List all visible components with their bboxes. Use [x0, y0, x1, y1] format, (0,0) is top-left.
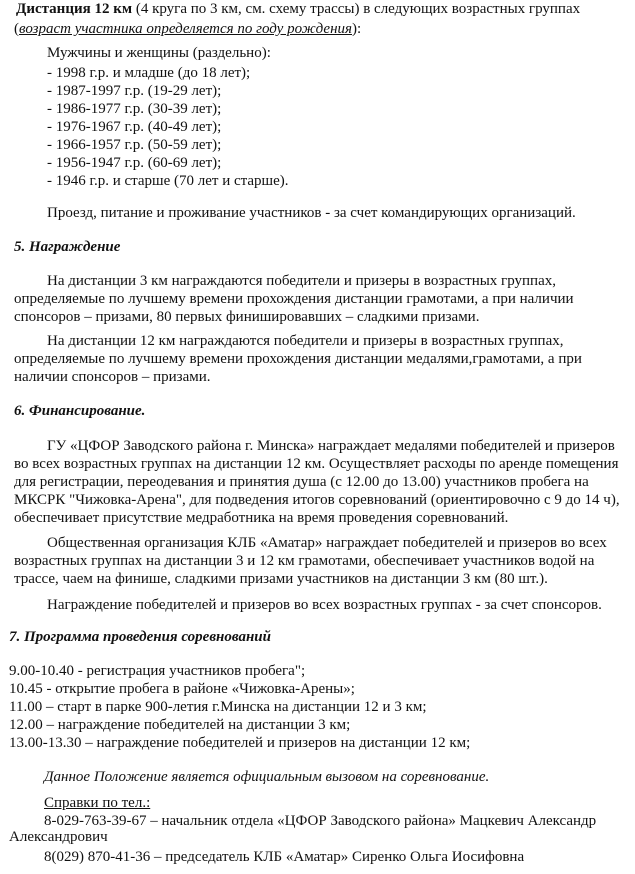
- travel-expenses: Проезд, питание и проживание участников - за счет командирующих организаций.: [47, 205, 576, 221]
- age-group-item: - 1966-1957 г.р. (50-59 лет);: [47, 137, 222, 153]
- section-5-p2-line: наличии спонсоров – призами.: [14, 369, 211, 385]
- program-item: 11.00 – старт в парке 900-летия г.Минска на дистанции 12 и 3 км;: [9, 699, 427, 715]
- age-group-item: - 1956-1947 г.р. (60-69 лет);: [47, 155, 222, 171]
- section-6-p1-line: ГУ «ЦФОР Заводского района г. Минска» награждает медалями победителей и призеров: [47, 438, 615, 454]
- section-6-p1-line: для регистрации, переодевания и принятия душа (с 12.00 до 13.00) участников пробега на: [14, 474, 589, 490]
- official-invitation: Данное Положение является официальным вызовом на соревнование.: [44, 769, 490, 785]
- section-5-p2-line: определяемые по лучшему времени прохождения дистанции медалями,грамотами, а при: [14, 351, 582, 367]
- contact-line-continued: Александрович: [9, 829, 108, 845]
- program-item: 13.00-13.30 – награждение победителей и призеров на дистанции 12 км;: [9, 735, 471, 751]
- contacts-label: Справки по тел.:: [44, 795, 151, 811]
- section-6-p2-line: трассе, чаем на финише, сладкими призами участников на дистанции 3 км (80 шт.).: [14, 571, 548, 587]
- section-5-p1-line: спонсоров – призами, 80 первых финишировавших – сладкими призами.: [14, 309, 480, 325]
- section-6-p1-line: во всех возрастных группах на дистанции 12 км. Осуществляет расходы по аренде помещения: [14, 456, 619, 472]
- section-5-p1-line: На дистанции 3 км награждаются победители и призеры в возрастных группах,: [47, 273, 556, 289]
- section-5-heading: 5. Награждение: [14, 239, 121, 255]
- section-6-p2-line: Общественная организация КЛБ «Аматар» награждает победителей и призеров во всех: [47, 535, 607, 551]
- groups-header: Мужчины и женщины (раздельно):: [47, 45, 271, 61]
- contact-line: 8-029-763-39-67 – начальник отдела «ЦФОР Заводского района» Мацкевич Александр: [44, 813, 597, 829]
- program-item: 9.00-10.40 - регистрация участников пробега";: [9, 663, 306, 679]
- section-5-p1-line: определяемые по лучшему времени прохождения дистанции грамотами, а при наличии: [14, 291, 574, 307]
- section-6-p1-line: МКСРК "Чижовка-Арена", для подведения итогов соревнований (ориентировочно с 9 до 14 ч),: [14, 492, 620, 508]
- program-item: 10.45 - открытие пробега в районе «Чижовка-Арены»;: [9, 681, 355, 697]
- age-note: возраст участника определяется по году рождения: [19, 21, 352, 37]
- section-6-p1-line: обеспечивает присутствие медработника на время проведения соревнований.: [14, 510, 509, 526]
- section-5-p2-line: На дистанции 12 км награждаются победители и призеры в возрастных группах,: [47, 333, 564, 349]
- age-group-item: - 1976-1967 г.р. (40-49 лет);: [47, 119, 222, 135]
- section-6-heading: 6. Финансирование.: [14, 403, 146, 419]
- age-group-item: - 1987-1997 г.р. (19-29 лет);: [47, 83, 222, 99]
- age-group-item: - 1946 г.р. и старше (70 лет и старше).: [47, 173, 289, 189]
- age-note-line: [14, 20, 361, 38]
- age-group-item: - 1986-1977 г.р. (30-39 лет);: [47, 101, 222, 117]
- distance-title: Дистанция 12 км: [16, 1, 133, 17]
- distance-title-rest: (4 круга по 3 км, см. схему трассы) в следующих возрастных группах: [132, 1, 581, 17]
- section-7-heading: 7. Программа проведения соревнований: [9, 629, 271, 645]
- contact-line: 8(029) 870-41-36 – председатель КЛБ «Аматар» Сиренко Ольга Иосифовна: [44, 849, 525, 865]
- note-close: ):: [352, 21, 362, 37]
- distance-12km-line: [16, 0, 580, 18]
- program-item: 12.00 – награждение победителей на дистанции 3 км;: [9, 717, 351, 733]
- section-6-p3: Награждение победителей и призеров во всех возрастных группах - за счет спонсоров.: [47, 597, 602, 613]
- age-group-item: - 1998 г.р. и младше (до 18 лет);: [47, 65, 251, 81]
- section-6-p2-line: возрастных группах на дистанции 3 и 12 км грамотами, обеспечивает участников водой на: [14, 553, 595, 569]
- note-open: (: [14, 21, 19, 37]
